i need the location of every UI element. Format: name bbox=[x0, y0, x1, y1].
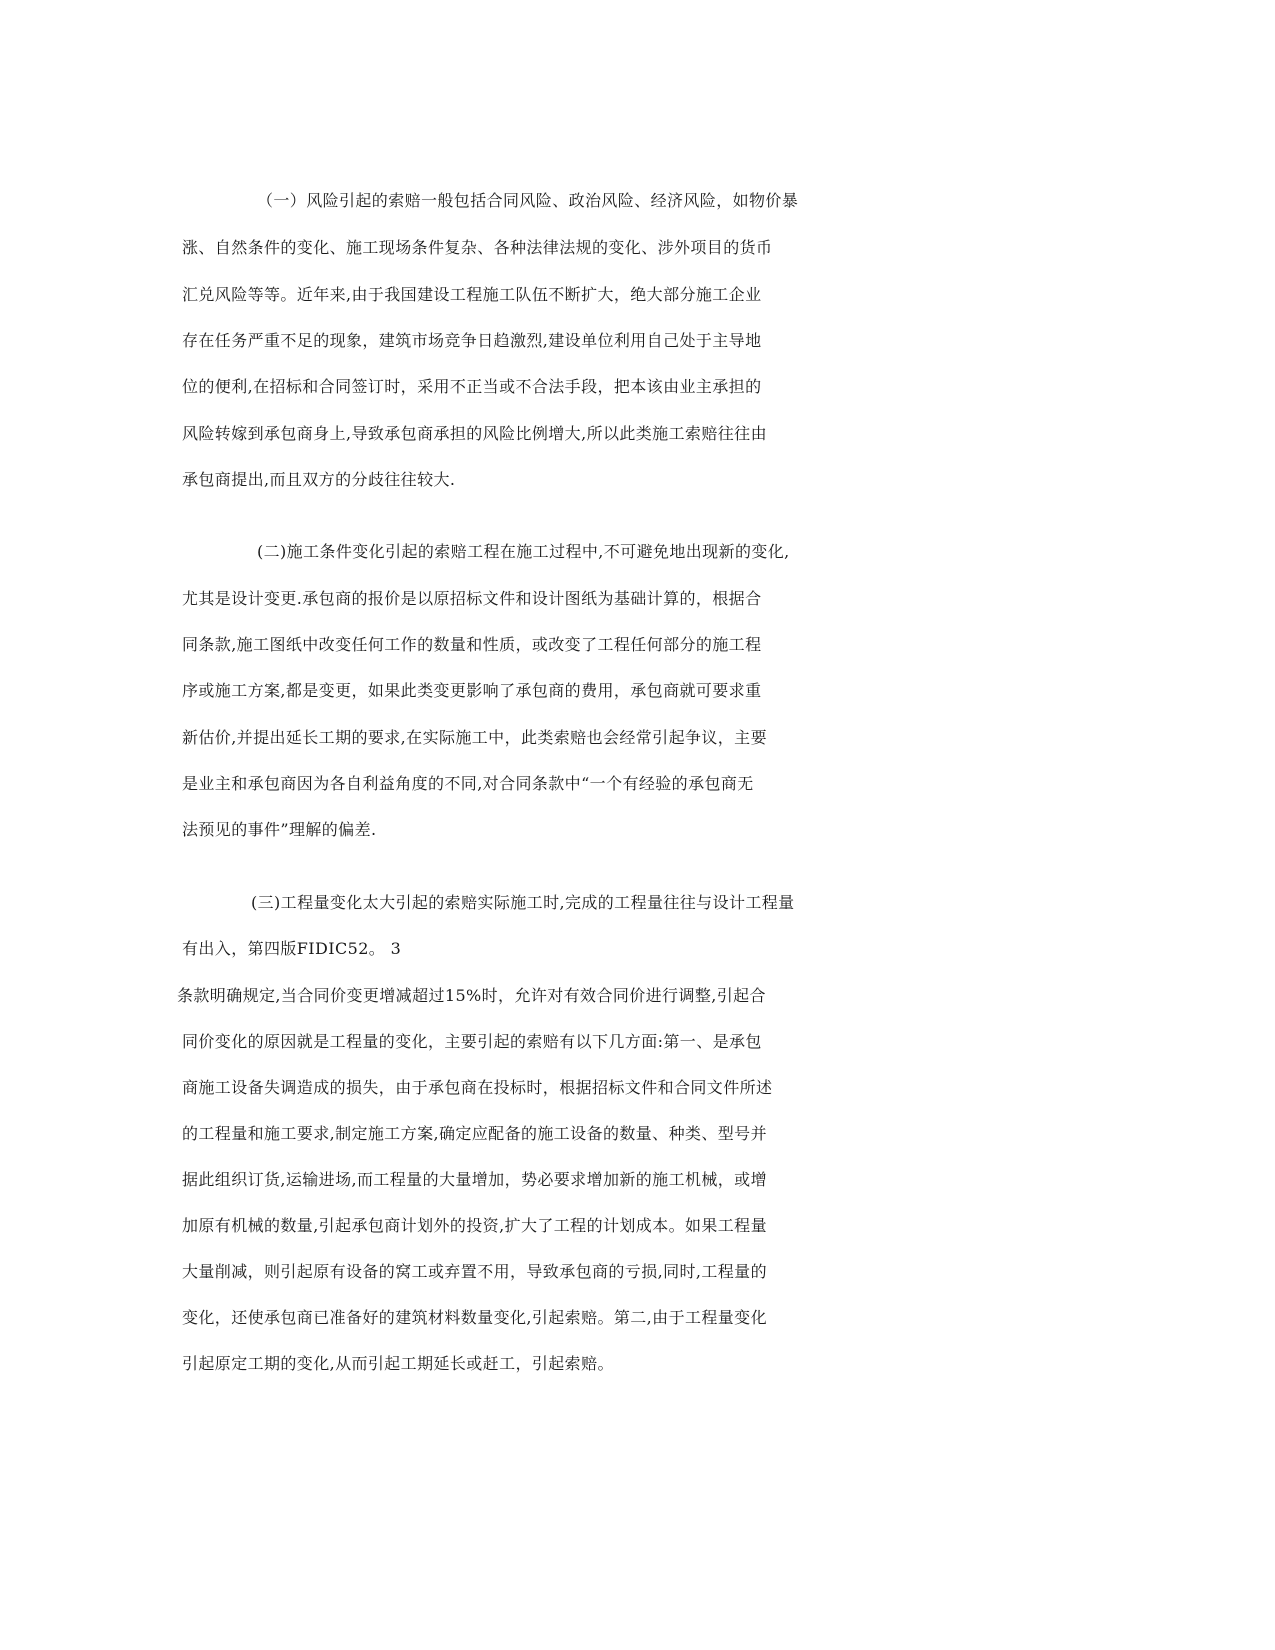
paragraph-line: 引起原定工期的变化,从而引起工期延长或赶工，引起索赔。 bbox=[182, 1354, 614, 1373]
paragraph-line: 承包商提出,而且双方的分歧往往较大. bbox=[182, 470, 456, 489]
paragraph-line: (二)施工条件变化引起的索赔工程在施工过程中,不可避免地出现新的变化, bbox=[257, 542, 790, 561]
paragraph-line: 变化，还使承包商已准备好的建筑材料数量变化,引起索赔。第二,由于工程量变化 bbox=[182, 1308, 767, 1327]
paragraph-line: 法预见的事件”理解的偏差. bbox=[182, 820, 377, 839]
paragraph-line: 新估价,并提出延长工期的要求,在实际施工中，此类索赔也会经常引起争议，主要 bbox=[182, 728, 767, 747]
paragraph-line: （一）风险引起的索赔一般包括合同风险、政治风险、经济风险，如物价暴 bbox=[257, 191, 799, 210]
paragraph-line: 同条款,施工图纸中改变任何工作的数量和性质，或改变了工程任何部分的施工程 bbox=[182, 635, 762, 654]
paragraph-line: 的工程量和施工要求,制定施工方案,确定应配备的施工设备的数量、种类、型号并 bbox=[182, 1124, 767, 1143]
paragraph-line: 有出入，第四版FIDIC52。 3 bbox=[182, 939, 402, 958]
paragraph-line: 加原有机械的数量,引起承包商计划外的投资,扩大了工程的计划成本。如果工程量 bbox=[182, 1216, 767, 1235]
paragraph-line: 涨、自然条件的变化、施工现场条件复杂、各种法律法规的变化、涉外项目的货币 bbox=[182, 238, 773, 257]
paragraph-line: 汇兑风险等等。近年来,由于我国建设工程施工队伍不断扩大，绝大部分施工企业 bbox=[182, 285, 762, 304]
paragraph-line: 序或施工方案,都是变更，如果此类变更影响了承包商的费用，承包商就可要求重 bbox=[182, 681, 762, 700]
paragraph-line: 同价变化的原因就是工程量的变化，主要引起的索赔有以下几方面:第一、是承包 bbox=[182, 1032, 762, 1051]
paragraph-line: 商施工设备失调造成的损失，由于承包商在投标时，根据招标文件和合同文件所述 bbox=[182, 1078, 773, 1097]
paragraph-line: 是业主和承包商因为各自利益角度的不同,对合同条款中“一个有经验的承包商无 bbox=[182, 774, 754, 793]
paragraph-line: 条款明确规定,当合同价变更增减超过15%时，允许对有效合同价进行调整,引起合 bbox=[177, 986, 766, 1005]
paragraph-line: 风险转嫁到承包商身上,导致承包商承担的风险比例增大,所以此类施工索赔往往由 bbox=[182, 424, 767, 443]
paragraph-line: 位的便利,在招标和合同签订时，采用不正当或不合法手段，把本该由业主承担的 bbox=[182, 377, 762, 396]
paragraph-line: 据此组织订货,运输进场,而工程量的大量增加，势必要求增加新的施工机械，或增 bbox=[182, 1170, 767, 1189]
paragraph-line: 存在任务严重不足的现象，建筑市场竞争日趋激烈,建设单位利用自己处于主导地 bbox=[182, 331, 762, 350]
paragraph-line: (三)工程量变化太大引起的索赔实际施工时,完成的工程量往往与设计工程量 bbox=[251, 893, 795, 912]
paragraph-line: 尤其是设计变更.承包商的报价是以原招标文件和设计图纸为基础计算的，根据合 bbox=[182, 589, 762, 608]
paragraph-line: 大量削减，则引起原有设备的窝工或弃置不用，导致承包商的亏损,同时,工程量的 bbox=[182, 1262, 767, 1281]
